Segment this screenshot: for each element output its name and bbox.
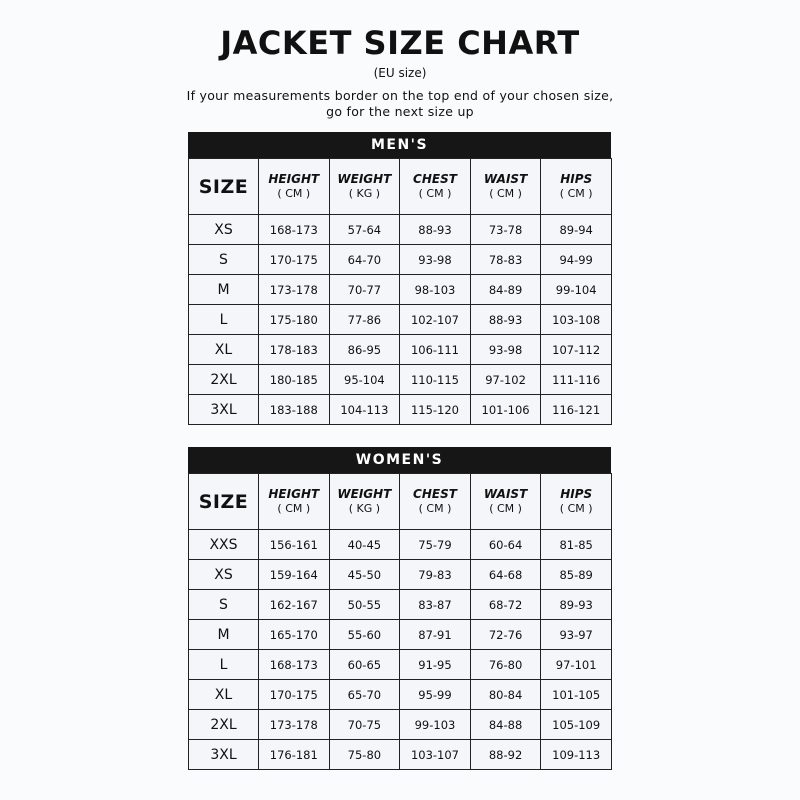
measurement-cell: 170-175 [259, 245, 330, 275]
column-header-unit: ( CM ) [559, 502, 593, 515]
size-cell: L [189, 305, 259, 335]
measurement-cell: 64-70 [329, 245, 400, 275]
measurement-cell: 156-161 [259, 530, 330, 560]
measurement-cell: 170-175 [259, 680, 330, 710]
table-row [189, 335, 612, 365]
measurement-cell: 168-173 [259, 215, 330, 245]
column-header-label: HEIGHT [268, 172, 320, 186]
page-subtitle: (EU size) [373, 66, 427, 80]
measurement-cell: 55-60 [329, 620, 400, 650]
table-row [189, 590, 612, 620]
table-row [189, 275, 612, 305]
column-header-label: WAIST [483, 487, 528, 501]
measurement-cell: 60-65 [329, 650, 400, 680]
measurement-cell: 75-80 [329, 740, 400, 770]
mens-table-header: MEN'S [188, 132, 611, 158]
measurement-cell: 93-97 [541, 620, 612, 650]
measurement-cell: 180-185 [259, 365, 330, 395]
column-header-label: CHEST [413, 487, 457, 501]
measurement-cell: 85-89 [541, 560, 612, 590]
measurement-cell: 72-76 [470, 620, 541, 650]
table-row [189, 305, 612, 335]
measurement-cell: 81-85 [541, 530, 612, 560]
size-cell: L [189, 650, 259, 680]
column-header-unit: ( CM ) [559, 187, 593, 200]
measurement-cell: 183-188 [259, 395, 330, 425]
column-header-label: HIPS [560, 172, 593, 186]
measurement-cell: 104-113 [329, 395, 400, 425]
measurement-cell: 88-93 [470, 305, 541, 335]
column-header-waist [470, 474, 541, 530]
measurement-cell: 173-178 [259, 275, 330, 305]
column-header-unit: ( CM ) [489, 187, 522, 200]
size-cell: 2XL [189, 365, 259, 395]
measurement-cell: 70-75 [329, 710, 400, 740]
measurement-cell: 88-92 [470, 740, 541, 770]
table-row [189, 530, 612, 560]
measurement-cell: 83-87 [400, 590, 471, 620]
table-row [189, 395, 612, 425]
measurement-cell: 95-104 [329, 365, 400, 395]
measurement-cell: 105-109 [541, 710, 612, 740]
column-header-waist [470, 159, 541, 215]
measurement-cell: 93-98 [400, 245, 471, 275]
measurement-cell: 175-180 [259, 305, 330, 335]
size-cell: S [189, 245, 259, 275]
measurement-cell: 79-83 [400, 560, 471, 590]
column-header-unit: ( CM ) [489, 502, 522, 515]
table-row [189, 710, 612, 740]
column-header-height [259, 159, 330, 215]
size-cell: XXS [189, 530, 259, 560]
measurement-cell: 95-99 [400, 680, 471, 710]
measurement-cell: 110-115 [400, 365, 471, 395]
column-header-size: SIZE [189, 474, 259, 530]
size-cell: 2XL [189, 710, 259, 740]
measurement-cell: 78-83 [470, 245, 541, 275]
measurement-cell: 94-99 [541, 245, 612, 275]
womens-table-header: WOMEN'S [188, 447, 611, 473]
measurement-cell: 50-55 [329, 590, 400, 620]
measurement-cell: 40-45 [329, 530, 400, 560]
size-cell: 3XL [189, 740, 259, 770]
sizing-note-line-2: go for the next size up [326, 104, 474, 119]
column-header-unit: ( CM ) [418, 187, 452, 200]
womens-table [188, 473, 612, 770]
measurement-cell: 80-84 [470, 680, 541, 710]
column-header-weight [329, 159, 400, 215]
measurement-cell: 101-106 [470, 395, 541, 425]
table-row [189, 620, 612, 650]
measurement-cell: 159-164 [259, 560, 330, 590]
mens-size-table [188, 132, 611, 425]
measurement-cell: 76-80 [470, 650, 541, 680]
column-header-label: HEIGHT [268, 487, 320, 501]
measurement-cell: 89-93 [541, 590, 612, 620]
column-header-height [259, 474, 330, 530]
column-header-label: WEIGHT [337, 487, 392, 501]
measurement-cell: 64-68 [470, 560, 541, 590]
column-header-chest [400, 159, 471, 215]
measurement-cell: 65-70 [329, 680, 400, 710]
measurement-cell: 101-105 [541, 680, 612, 710]
measurement-cell: 84-88 [470, 710, 541, 740]
table-row [189, 215, 612, 245]
size-cell: XS [189, 560, 259, 590]
column-header-label: CHEST [413, 172, 457, 186]
women-column-header-row [189, 474, 612, 530]
sizing-note [0, 88, 800, 120]
measurement-cell: 84-89 [470, 275, 541, 305]
column-header-hips [541, 159, 612, 215]
column-header-label: HIPS [560, 487, 593, 501]
measurement-cell: 165-170 [259, 620, 330, 650]
column-header-size: SIZE [189, 159, 259, 215]
size-cell: M [189, 275, 259, 305]
measurement-cell: 60-64 [470, 530, 541, 560]
column-header-unit: ( KG ) [348, 502, 381, 515]
measurement-cell: 173-178 [259, 710, 330, 740]
column-header-label: WEIGHT [337, 172, 392, 186]
measurement-cell: 107-112 [541, 335, 612, 365]
measurement-cell: 70-77 [329, 275, 400, 305]
measurement-cell: 162-167 [259, 590, 330, 620]
column-header-label: WAIST [483, 172, 528, 186]
table-row [189, 740, 612, 770]
size-cell: S [189, 590, 259, 620]
measurement-cell: 103-108 [541, 305, 612, 335]
measurement-cell: 68-72 [470, 590, 541, 620]
measurement-cell: 115-120 [400, 395, 471, 425]
measurement-cell: 102-107 [400, 305, 471, 335]
table-row [189, 650, 612, 680]
measurement-cell: 45-50 [329, 560, 400, 590]
size-cell: M [189, 620, 259, 650]
measurement-cell: 93-98 [470, 335, 541, 365]
sizing-note-line-1: If your measurements border on the top end of your chosen size, [186, 88, 614, 103]
table-row [189, 245, 612, 275]
measurement-cell: 89-94 [541, 215, 612, 245]
measurement-cell: 88-93 [400, 215, 471, 245]
measurement-cell: 97-101 [541, 650, 612, 680]
measurement-cell: 168-173 [259, 650, 330, 680]
table-row [189, 680, 612, 710]
measurement-cell: 86-95 [329, 335, 400, 365]
column-header-chest [400, 474, 471, 530]
measurement-cell: 98-103 [400, 275, 471, 305]
men-column-header-row [189, 159, 612, 215]
measurement-cell: 109-113 [541, 740, 612, 770]
measurement-cell: 111-116 [541, 365, 612, 395]
size-cell: XL [189, 680, 259, 710]
measurement-cell: 73-78 [470, 215, 541, 245]
size-cell: 3XL [189, 395, 259, 425]
table-row [189, 560, 612, 590]
table-row [189, 365, 612, 395]
column-header-unit: ( CM ) [418, 502, 452, 515]
size-cell: XL [189, 335, 259, 365]
measurement-cell: 99-103 [400, 710, 471, 740]
mens-table [188, 158, 612, 425]
measurement-cell: 75-79 [400, 530, 471, 560]
measurement-cell: 178-183 [259, 335, 330, 365]
page-title: JACKET SIZE CHART [220, 24, 580, 62]
measurement-cell: 176-181 [259, 740, 330, 770]
measurement-cell: 77-86 [329, 305, 400, 335]
measurement-cell: 106-111 [400, 335, 471, 365]
column-header-unit: ( CM ) [277, 187, 311, 200]
measurement-cell: 97-102 [470, 365, 541, 395]
measurement-cell: 103-107 [400, 740, 471, 770]
measurement-cell: 116-121 [541, 395, 612, 425]
column-header-hips [541, 474, 612, 530]
column-header-unit: ( CM ) [277, 502, 311, 515]
measurement-cell: 57-64 [329, 215, 400, 245]
column-header-weight [329, 474, 400, 530]
measurement-cell: 99-104 [541, 275, 612, 305]
size-cell: XS [189, 215, 259, 245]
womens-size-table [188, 447, 611, 770]
column-header-unit: ( KG ) [348, 187, 381, 200]
measurement-cell: 91-95 [400, 650, 471, 680]
measurement-cell: 87-91 [400, 620, 471, 650]
